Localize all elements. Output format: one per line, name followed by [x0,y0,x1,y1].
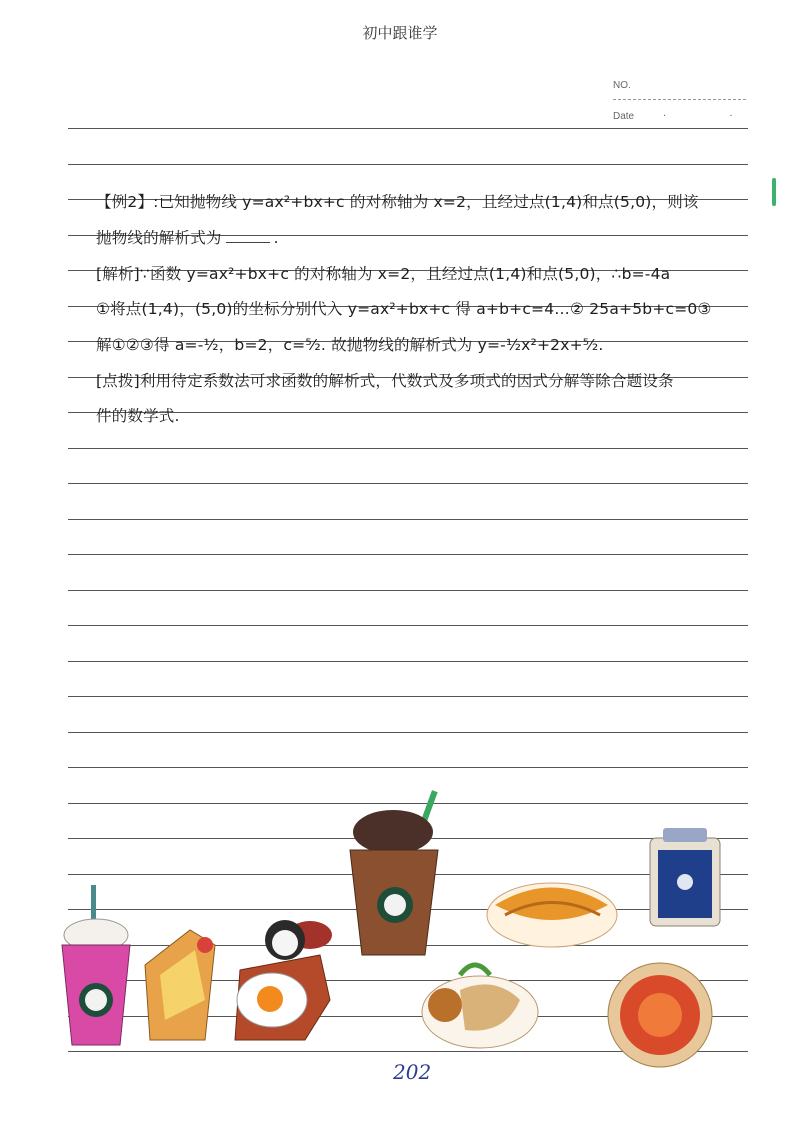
solution-line-3: 解①②③得 a=-½，b=2，c=⁵⁄₂. 故抛物线的解析式为 y=-½x²+2x+⁵⁄₂. [96,336,604,354]
tip-line-2: 件的数学式. [96,407,180,425]
iced-coffee-cup-sticker [350,790,438,955]
toast-sandwich-sticker [145,930,215,1040]
solution-line-1: [解析]∵函数 y=ax²+bx+c 的对称轴为 x=2，且经过点(1,4)和点(5,0)，∴b=-4a [96,265,671,283]
page-header-title: 初中跟谁学 [362,24,438,42]
solution-line-2: ①将点(1,4)，(5,0)的坐标分别代入 y=ax²+bx+c 得 a+b+c=4…② 25a+5b+c=0③ [96,300,712,318]
fried-shrimp-plate-sticker [487,883,617,947]
crab-steamer-sticker [608,963,712,1067]
example-question-line-1: 【例2】:已知抛物线 y=ax²+bx+c 的对称轴为 x=2，且经过点(1,4)和点(5,0)，则该 [96,193,699,211]
answer-blank-period: . [273,229,279,247]
notebook-date-label: Date [613,111,635,122]
pink-frappe-cup-sticker [62,885,130,1045]
tea-tin-sticker [650,828,720,926]
example-question-line-2-text: 抛物线的解析式为 [96,229,222,247]
fried-egg-toast-sticker [235,920,332,1040]
handwritten-page-number: 202 [393,1060,432,1084]
notebook-date-dots: · · [663,111,763,122]
notebook-no-label: NO. [613,80,631,91]
tip-line-1: [点拨]利用待定系数法可求函数的解析式，代数式及多项式的因式分解等除合题设条 [96,372,674,390]
fried-chicken-plate-sticker [422,965,538,1048]
